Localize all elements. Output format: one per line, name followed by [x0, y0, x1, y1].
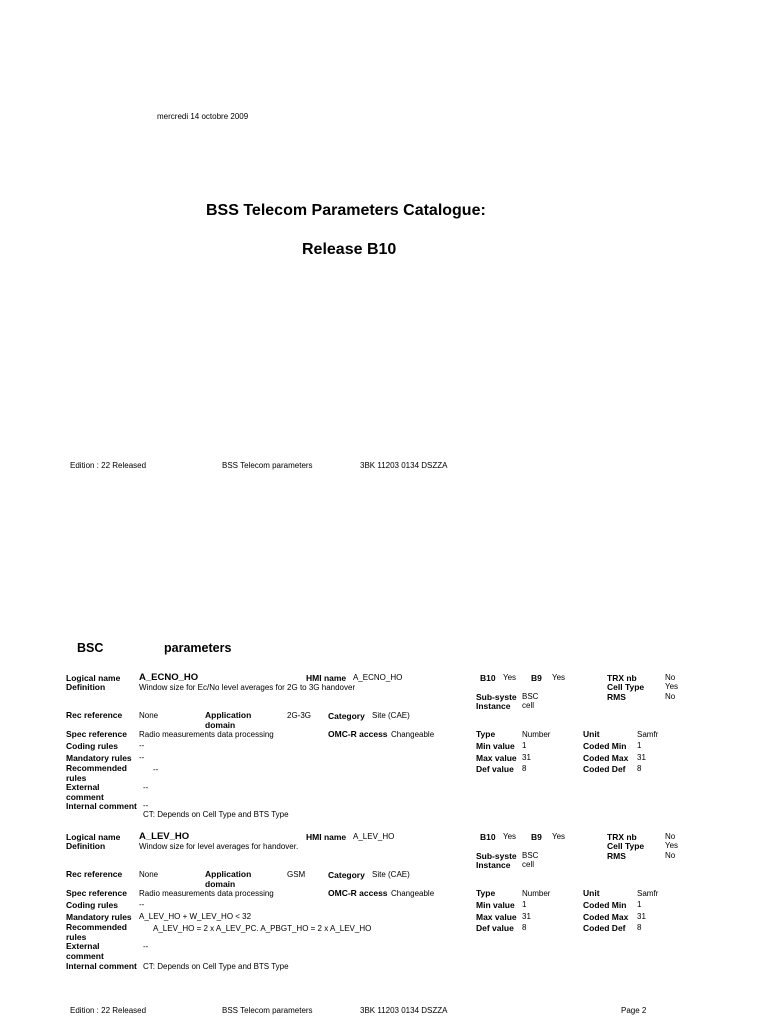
instance-label: Instance: [476, 701, 511, 711]
rms-value: No: [665, 692, 676, 701]
spec-reference-label: Spec reference: [66, 888, 127, 898]
rms-label: RMS: [607, 692, 626, 702]
hmi-name-value: A_ECNO_HO: [353, 673, 403, 682]
category-label: Category: [328, 711, 365, 721]
external-comment-label: External comment: [66, 782, 104, 802]
b9-value: Yes: [552, 673, 566, 682]
internal-comment-label: Internal comment: [66, 961, 137, 971]
rec-reference-value: None: [139, 711, 159, 720]
b9-label: B9: [531, 673, 542, 683]
recommended-rules-value: --: [153, 765, 159, 774]
type-value: Number: [522, 889, 551, 898]
application-domain-value: GSM: [287, 870, 306, 879]
type-label: Type: [476, 729, 496, 739]
instance-value: cell: [522, 860, 535, 869]
type-label: Type: [476, 888, 496, 898]
rms-label: RMS: [607, 851, 626, 861]
recommended-rules-value: A_LEV_HO = 2 x A_LEV_PC. A_PBGT_HO = 2 x A_LEV_HO: [153, 924, 372, 933]
spec-reference-label: Spec reference: [66, 729, 127, 739]
internal-comment-value: --: [143, 801, 149, 810]
coded-max-label: Coded Max: [583, 753, 629, 763]
sub-system-label: Sub-syste: [476, 692, 517, 702]
spec-reference-value: Radio measurements data processing: [139, 889, 274, 898]
sub-system-value: BSC: [522, 851, 539, 860]
application-domain-label: Application domain: [205, 710, 252, 730]
rms-value: No: [665, 851, 676, 860]
mandatory-rules-label: Mandatory rules: [66, 912, 132, 922]
mandatory-rules-label: Mandatory rules: [66, 753, 132, 763]
coded-min-label: Coded Min: [583, 741, 627, 751]
section-heading-bsc: BSC: [77, 641, 104, 655]
external-comment-value: --: [143, 942, 149, 951]
recommended-rules-label: Recommended rules: [66, 922, 127, 942]
min-value-label: Min value: [476, 741, 515, 751]
coded-def-label: Coded Def: [583, 764, 626, 774]
sub-system-value: BSC: [522, 692, 539, 701]
trx-nb-value: No: [665, 832, 676, 841]
logical-name-value: A_ECNO_HO: [139, 672, 199, 683]
coded-max-label: Coded Max: [583, 912, 629, 922]
def-value-label: Def value: [476, 923, 514, 933]
coded-max-value: 31: [637, 753, 646, 762]
b9-value: Yes: [552, 832, 566, 841]
omcr-access-value: Changeable: [391, 730, 435, 739]
category-value: Site (CAE): [372, 711, 410, 720]
max-value-value: 31: [522, 753, 531, 762]
internal-comment-label: Internal comment: [66, 801, 137, 811]
footer-doc-ref: 3BK 11203 0134 DSZZA: [360, 1006, 448, 1015]
definition-label: Definition: [66, 682, 106, 692]
external-comment-label: External comment: [66, 941, 104, 961]
max-value-value: 31: [522, 912, 531, 921]
trx-nb-label: TRX nb: [607, 832, 637, 842]
logical-name-value: A_LEV_HO: [139, 831, 190, 842]
sub-system-label: Sub-syste: [476, 851, 517, 861]
b10-value: Yes: [503, 832, 517, 841]
release-title: Release B10: [302, 241, 397, 258]
hmi-name-value: A_LEV_HO: [353, 832, 395, 841]
trx-nb-label: TRX nb: [607, 673, 637, 683]
def-value-value: 8: [522, 764, 527, 773]
unit-label: Unit: [583, 888, 600, 898]
cell-type-label: Cell Type: [607, 682, 645, 692]
min-value-label: Min value: [476, 900, 515, 910]
omcr-access-label: OMC-R access: [328, 729, 388, 739]
coding-rules-label: Coding rules: [66, 741, 118, 751]
coding-rules-value: --: [139, 900, 145, 909]
mandatory-rules-value: A_LEV_HO + W_LEV_HO < 32: [139, 912, 252, 921]
max-value-label: Max value: [476, 912, 517, 922]
rec-reference-label: Rec reference: [66, 710, 123, 720]
logical-name-label: Logical name: [66, 673, 121, 683]
category-label: Category: [328, 870, 365, 880]
hmi-name-label: HMI name: [306, 832, 347, 842]
application-domain-value: 2G-3G: [287, 711, 312, 720]
section-heading-parameters: parameters: [164, 641, 232, 655]
page-number: Page 2: [621, 1006, 647, 1015]
footer-edition: Edition : 22 Released: [70, 1006, 147, 1015]
cell-type-value: Yes: [665, 841, 679, 850]
coded-min-value: 1: [637, 741, 642, 750]
cell-type-label: Cell Type: [607, 841, 645, 851]
definition-value: Window size for Ec/No level averages for 2G to 3G handover: [139, 683, 356, 692]
coded-def-value: 8: [637, 764, 642, 773]
b10-label: B10: [480, 673, 496, 683]
b10-label: B10: [480, 832, 496, 842]
b9-label: B9: [531, 832, 542, 842]
def-value-value: 8: [522, 923, 527, 932]
catalogue-title: BSS Telecom Parameters Catalogue:: [206, 202, 486, 219]
min-value-value: 1: [522, 900, 527, 909]
application-domain-label: Application domain: [205, 869, 252, 889]
category-value: Site (CAE): [372, 870, 410, 879]
footer-edition: Edition : 22 Released: [70, 461, 147, 470]
coded-min-value: 1: [637, 900, 642, 909]
footer-doc-ref: 3BK 11203 0134 DSZZA: [360, 461, 448, 470]
omcr-access-value: Changeable: [391, 889, 435, 898]
internal-comment-value: CT: Depends on Cell Type and BTS Type: [143, 962, 289, 971]
rec-reference-value: None: [139, 870, 159, 879]
instance-value: cell: [522, 701, 535, 710]
mandatory-rules-value: --: [139, 753, 145, 762]
coded-def-value: 8: [637, 923, 642, 932]
rec-reference-label: Rec reference: [66, 869, 123, 879]
coded-def-label: Coded Def: [583, 923, 626, 933]
type-value: Number: [522, 730, 551, 739]
omcr-access-label: OMC-R access: [328, 888, 388, 898]
coding-rules-value: --: [139, 741, 145, 750]
header-date: mercredi 14 octobre 2009: [157, 112, 249, 121]
definition-value: Window size for level averages for handover.: [139, 842, 299, 851]
spec-reference-value: Radio measurements data processing: [139, 730, 274, 739]
recommended-rules-label: Recommended rules: [66, 763, 127, 783]
min-value-value: 1: [522, 741, 527, 750]
cell-type-value: Yes: [665, 682, 679, 691]
definition-label: Definition: [66, 841, 106, 851]
trx-nb-value: No: [665, 673, 676, 682]
footer-doc-title: BSS Telecom parameters: [222, 1006, 313, 1015]
unit-label: Unit: [583, 729, 600, 739]
hmi-name-label: HMI name: [306, 673, 347, 683]
instance-label: Instance: [476, 860, 511, 870]
coded-max-value: 31: [637, 912, 646, 921]
def-value-label: Def value: [476, 764, 514, 774]
logical-name-label: Logical name: [66, 832, 121, 842]
unit-value: Samfr: [637, 889, 659, 898]
b10-value: Yes: [503, 673, 517, 682]
internal-comment-note: CT: Depends on Cell Type and BTS Type: [143, 810, 289, 819]
coding-rules-label: Coding rules: [66, 900, 118, 910]
coded-min-label: Coded Min: [583, 900, 627, 910]
unit-value: Samfr: [637, 730, 659, 739]
footer-doc-title: BSS Telecom parameters: [222, 461, 313, 470]
max-value-label: Max value: [476, 753, 517, 763]
external-comment-value: --: [143, 783, 149, 792]
